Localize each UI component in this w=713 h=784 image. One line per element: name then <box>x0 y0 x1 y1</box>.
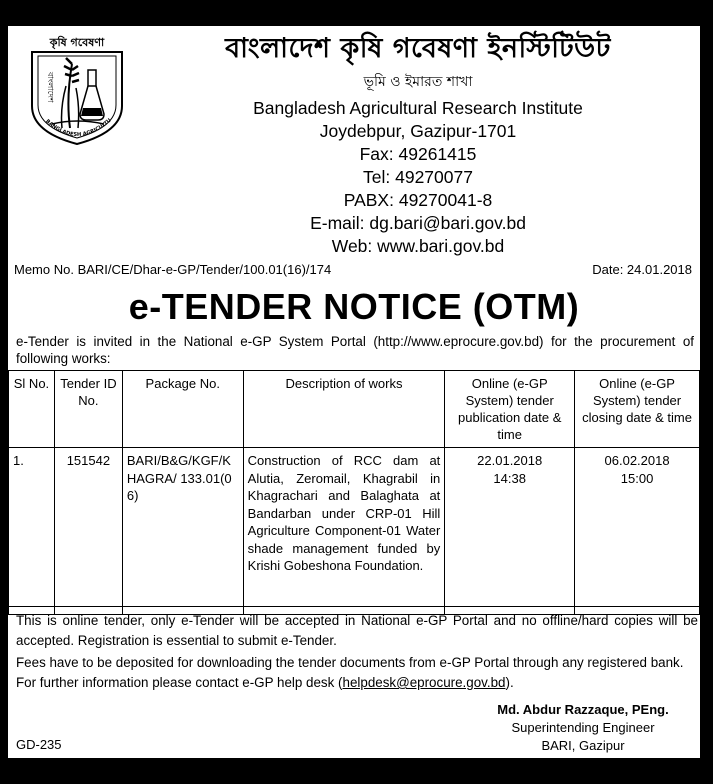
header-publication: Online (e-GP System) tender publication date & time <box>445 371 575 448</box>
logo-top-text: কৃষি গবেষণা <box>49 36 105 49</box>
institute-address: Joydebpur, Gazipur-1701 <box>319 121 517 141</box>
cell-publication <box>445 448 575 615</box>
email-address: E-mail: dg.bari@bari.gov.bd <box>310 213 526 233</box>
signatory-title: Superintending Engineer <box>511 720 655 735</box>
publication-time: 14:38 <box>493 470 526 486</box>
signatory-office: BARI, Gazipur <box>541 738 625 753</box>
intro-paragraph: e-Tender is invited in the National e-GP System Portal (http://www.eprocure.gov.bd) for the procurement of following works: <box>16 334 694 366</box>
reference-code: GD-235 <box>16 737 62 752</box>
tender-table <box>8 370 700 615</box>
table-header-row <box>9 371 700 448</box>
header-sl: Sl No. <box>9 371 55 448</box>
publication-date: 22.01.2018 <box>477 453 543 468</box>
institute-title-bangla: বাংলাদেশ কৃষি গবেষণা ইনস্টিটিউট <box>225 33 611 64</box>
header-tender-id: Tender ID No. <box>54 371 122 448</box>
header-package: Package No. <box>122 371 243 448</box>
pabx-number: PABX: 49270041-8 <box>343 190 493 210</box>
cell-package: BARI/B&G/KGF/KHAGRA/ 133.01(06) <box>122 448 243 615</box>
department-subtitle-bangla: ভূমি ও ইমারত শাখা <box>363 74 473 90</box>
logo-left-text: বাংলাদেশ <box>46 72 55 103</box>
website-address: Web: www.bari.gov.bd <box>331 236 505 256</box>
signatory-name: Md. Abdur Razzaque, PEng. <box>497 702 669 717</box>
footer-para-contact: For further information please contact e-GP help desk (helpdesk@eprocure.gov.bd). <box>16 675 514 690</box>
cell-tender-id: 151542 <box>54 448 122 615</box>
cell-sl: 1. <box>9 448 55 615</box>
closing-date: 06.02.2018 <box>604 453 670 468</box>
memo-number: Memo No. BARI/CE/Dhar-e-GP/Tender/100.01(16)/174 <box>14 262 332 277</box>
header-description: Description of works <box>243 371 445 448</box>
footer-para-online: This is online tender, only e-Tender will be accepted in National e-GP Portal and no offline/hard copies will be accepted. Registration is essential to submit e-Tender. <box>16 613 698 648</box>
logo-bottom-text: BANGLADESH AGRICULTU <box>44 117 113 139</box>
bari-emblem-icon <box>22 28 132 148</box>
header-closing: Online (e-GP System) tender closing date & time <box>575 371 700 448</box>
tel-number: Tel: 49270077 <box>363 167 473 187</box>
tender-notice-page <box>8 26 700 758</box>
footer-section <box>8 606 700 759</box>
closing-time: 15:00 <box>620 470 654 486</box>
bari-logo <box>22 28 132 148</box>
footer-para-fees: Fees have to be deposited for downloading the tender documents from e-GP Portal through any registered bank. <box>16 655 684 670</box>
helpdesk-email-link[interactable]: helpdesk@eprocure.gov.bd <box>342 675 506 690</box>
memo-date: Date: 24.01.2018 <box>592 262 692 277</box>
institute-name: Bangladesh Agricultural Research Institute <box>253 98 583 118</box>
fax-number: Fax: 49261415 <box>359 144 477 164</box>
table-row <box>9 448 700 615</box>
notice-title: e-TENDER NOTICE (OTM) <box>128 286 580 327</box>
cell-description: Construction of RCC dam at Alutia, Zeromail, Khagrabil in Khagrachari and Balaghata at Bandarban under CRP-01 Hill Agriculture Component-01 Water shade management funded by Krishi Gobeshona Foundation. <box>243 448 445 615</box>
cell-closing <box>575 448 700 615</box>
